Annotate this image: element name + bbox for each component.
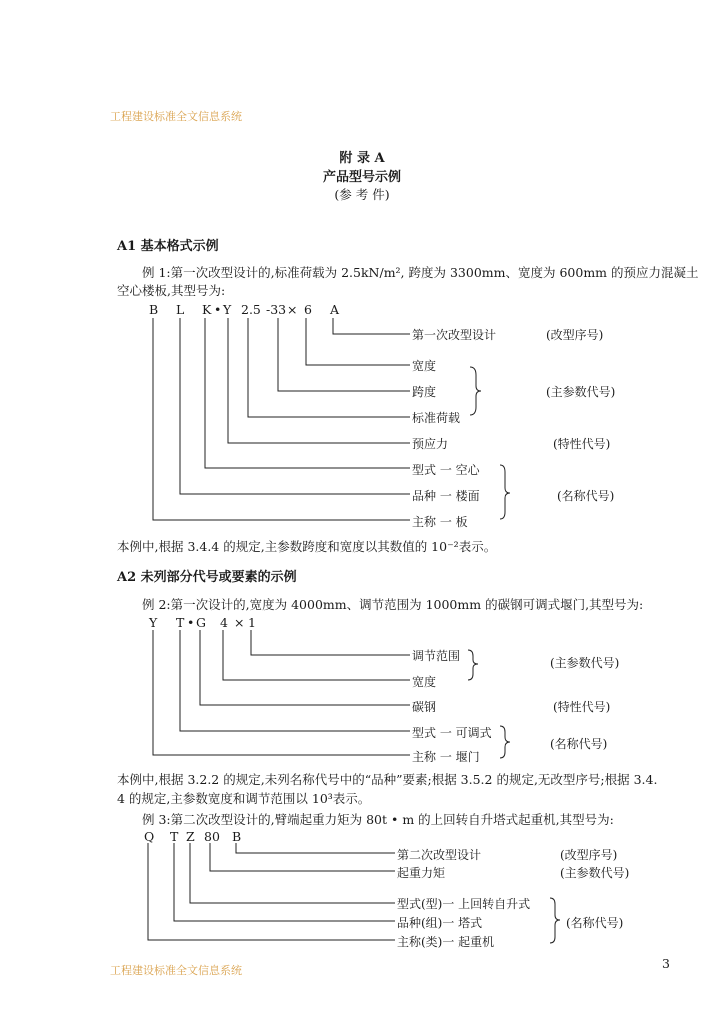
ex1-label-main: 主称 一 板 [412, 515, 468, 529]
ex1-line-6 [306, 318, 410, 365]
ex1-code-dot: • [214, 302, 222, 317]
watermark-bottom: 工程建设标准全文信息系统 [110, 964, 242, 977]
ex2-label-width: 宽度 [412, 675, 437, 689]
ex3-label-main: 主称(类)一 起重机 [397, 935, 495, 949]
example2-intro: 例 2:第一次设计的,宽度为 4000mm、调节范围为 1000mm 的碳钢可调式堰门,其型号为: [142, 597, 644, 612]
example3-intro: 例 3:第二次改型设计的,臂端起重力矩为 80t • m 的上回转自升塔式起重机,其型号为: [142, 812, 614, 827]
ex3-label-type: 型式(型)一 上回转自升式 [397, 897, 531, 911]
ex2-label-steel: 碳钢 [412, 700, 437, 714]
ex1-code-l: L [176, 302, 185, 317]
ex2-code-4: 4 [220, 615, 228, 630]
ex1-code-b: B [149, 302, 159, 317]
ex1-line-y [228, 318, 410, 443]
example2-note-line1: 本例中,根据 3.2.2 的规定,未列名称代号中的“品种”要素;根据 3.5.2 的规定,无改型序号;根据 3.4. [117, 772, 658, 787]
ex2-group-main-param: (主参数代号) [550, 656, 620, 670]
ex1-code-y: Y [223, 302, 232, 317]
ex2-label-type: 型式 一 可调式 [412, 726, 492, 740]
appendix-note: (参 考 件) [334, 187, 390, 202]
ex1-code-times: × [287, 302, 298, 317]
section-a2-heading: A2 未列部分代号或要素的示例 [117, 570, 297, 585]
ex3-code-z: Z [186, 829, 195, 844]
ex3-label-moment: 起重力矩 [397, 866, 446, 880]
ex3-line-q [148, 843, 395, 940]
section-a1-heading: A1 基本格式示例 [117, 239, 219, 254]
ex1-brace-name [500, 465, 510, 519]
example2-note-line2: 4 的规定,主参数宽度和调节范围以 10³表示。 [117, 791, 371, 806]
ex1-code-k: K [202, 302, 212, 317]
ex1-code-33: -33 [266, 302, 287, 317]
ex2-brace-params [468, 650, 478, 680]
ex1-label-load: 标准荷载 [412, 411, 461, 425]
ex1-label-redesign: 第一次改型设计 [412, 328, 497, 342]
appendix-title: 附 录 A [339, 151, 385, 166]
ex2-label-main: 主称 一 堰门 [412, 750, 480, 764]
page-number: 3 [662, 956, 670, 971]
ex3-line-t [174, 843, 395, 921]
appendix-subtitle: 产品型号示例 [322, 170, 401, 185]
ex1-label-variety: 品种 一 楼面 [412, 489, 480, 503]
ex2-line-1 [251, 630, 410, 655]
example1-note: 本例中,根据 3.4.4 的规定,主参数跨度和宽度以其数值的 10⁻²表示。 [117, 539, 497, 554]
ex2-code-y: Y [149, 615, 158, 630]
ex2-code-t: T [176, 615, 185, 630]
ex3-group-name: (名称代号) [566, 916, 624, 930]
ex1-line-b [153, 318, 410, 520]
ex1-label-width: 宽度 [412, 359, 437, 373]
ex2-group-name: (名称代号) [550, 737, 608, 751]
ex1-brace-params [470, 367, 481, 415]
ex1-line-a [333, 318, 410, 334]
ex1-code-a: A [330, 302, 340, 317]
ex2-label-range: 调节范围 [412, 649, 461, 663]
example1-intro-line1: 例 1:第一次改型设计的,标准荷载为 2.5kN/m², 跨度为 3300mm、宽度为 600mm 的预应力混凝土 [142, 265, 699, 280]
ex1-group-main-param: (主参数代号) [546, 385, 616, 399]
ex1-line-33 [278, 318, 410, 391]
ex3-code-b: B [232, 829, 242, 844]
ex3-code-80: 80 [204, 829, 220, 844]
ex2-line-y [153, 630, 410, 755]
watermark-top: 工程建设标准全文信息系统 [110, 110, 242, 123]
ex1-line-2-5 [248, 318, 410, 417]
ex1-code-2-5: 2.5 [241, 302, 261, 317]
ex3-group-redesign-no: (改型序号) [560, 848, 618, 862]
ex3-line-80 [210, 843, 395, 871]
ex3-code-t: T [170, 829, 179, 844]
ex2-code-1: 1 [248, 615, 256, 630]
ex3-group-main-param: (主参数代号) [560, 866, 630, 880]
ex1-label-type: 型式 一 空心 [412, 463, 480, 477]
ex3-brace-name [550, 898, 560, 943]
ex3-line-z [190, 843, 395, 903]
ex3-code-q: Q [144, 829, 155, 844]
ex1-group-name: (名称代号) [557, 489, 615, 503]
ex3-label-redesign: 第二次改型设计 [397, 848, 482, 862]
ex1-group-feature: (特性代号) [553, 437, 611, 451]
ex1-code-6: 6 [304, 302, 312, 317]
ex1-label-span: 跨度 [412, 385, 437, 399]
ex1-label-prestress: 预应力 [412, 437, 449, 451]
ex2-group-feature: (特性代号) [553, 700, 611, 714]
example1-intro-line2: 空心楼板,其型号为: [117, 283, 226, 298]
ex1-line-k [205, 318, 410, 468]
ex2-line-g [200, 630, 410, 705]
ex2-code-times: × [234, 615, 245, 630]
ex1-group-redesign-no: (改型序号) [546, 328, 604, 342]
ex2-code-g: G [196, 615, 206, 630]
ex3-label-variety: 品种(组)一 塔式 [397, 916, 483, 930]
ex2-brace-name [500, 726, 510, 758]
ex2-code-dot: • [187, 615, 195, 630]
ex3-line-b [236, 843, 395, 853]
